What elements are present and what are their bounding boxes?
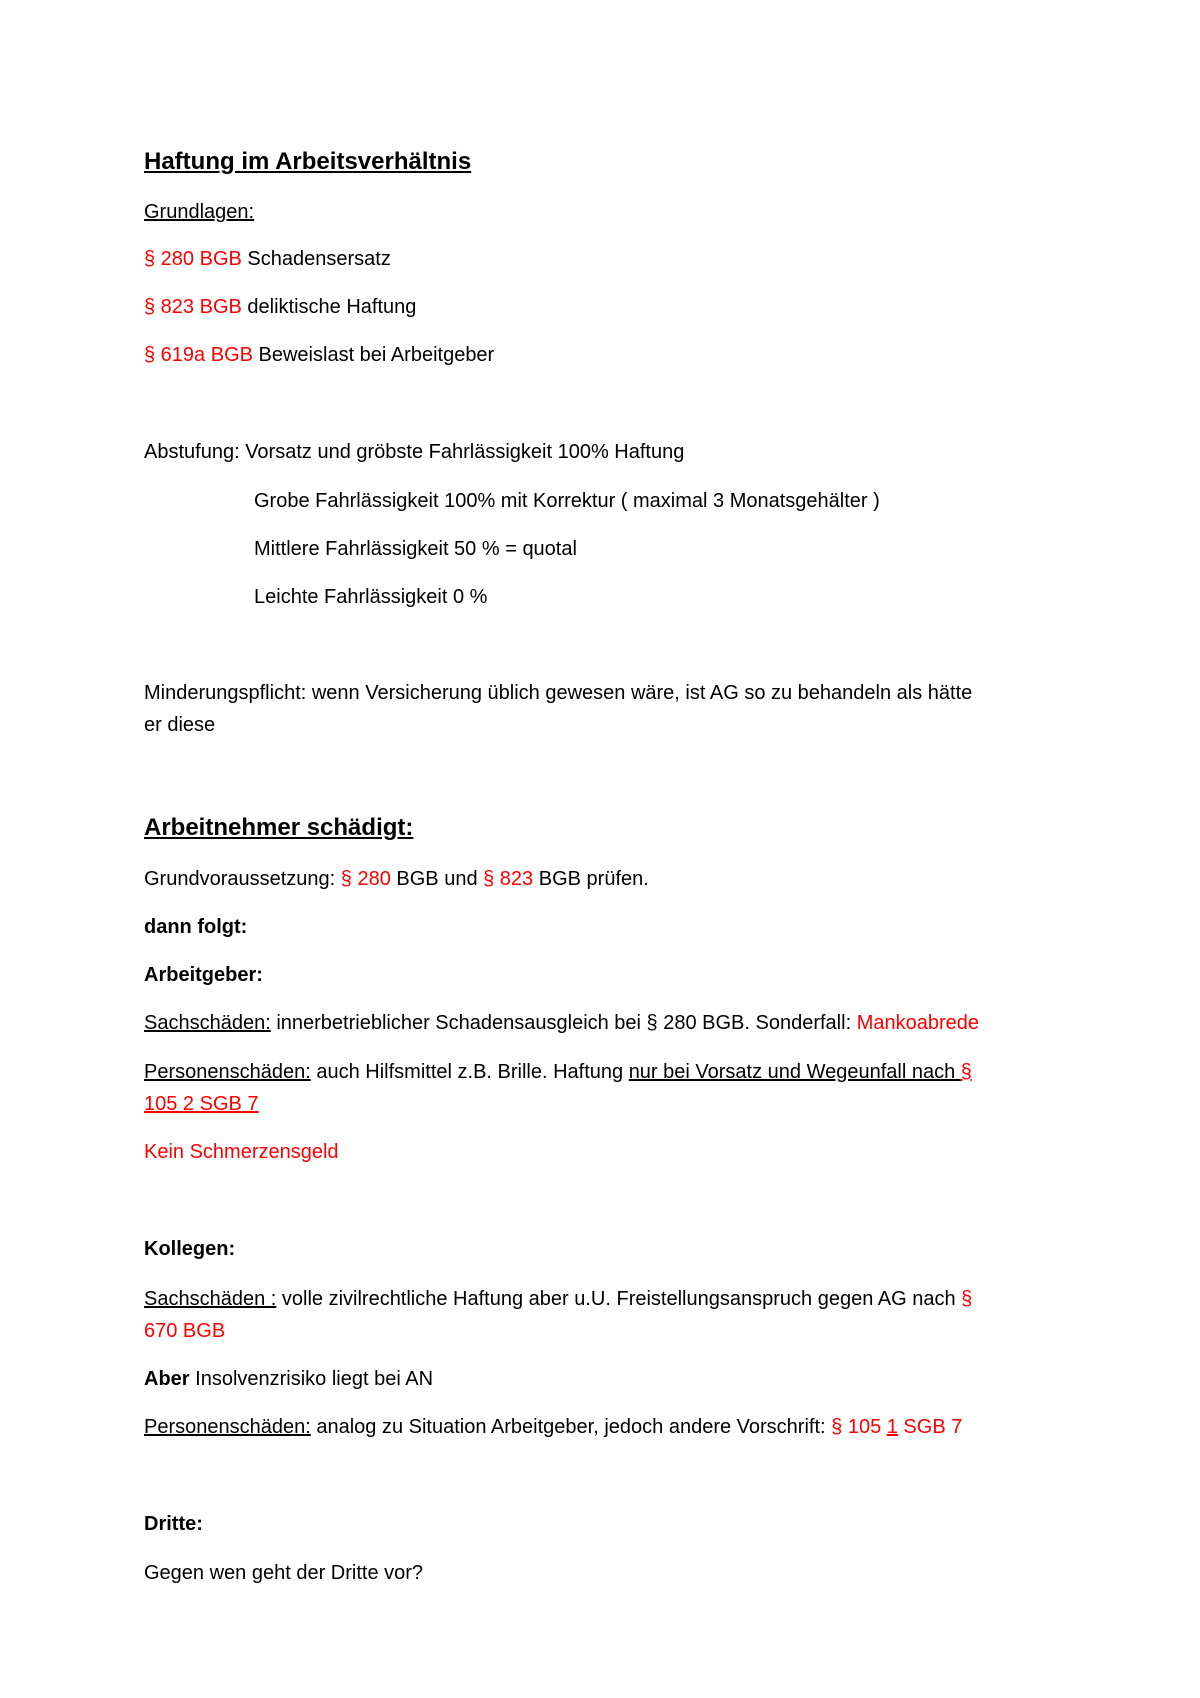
dritte-question: Gegen wen geht der Dritte vor? [144, 1562, 424, 1584]
text: BGB prüfen. [533, 868, 649, 890]
text: innerbetrieblicher Schadensausgleich bei § 280 BGB. Sonderfall: [270, 1012, 857, 1034]
insolvenzrisiko-line [144, 1363, 433, 1395]
grundlagen-item [144, 339, 494, 371]
text: auch Hilfsmittel z.B. Brille. Haftung [310, 1061, 629, 1083]
item-text: Beweislast bei Arbeitgeber [252, 344, 495, 366]
dann-folgt: dann folgt: [144, 916, 248, 938]
kollegen-heading: Kollegen: [144, 1238, 236, 1260]
legal-reference-underlined: 1 [886, 1416, 898, 1438]
grundlagen-item [144, 291, 416, 323]
minderung-line-1: Minderungspflicht: wenn Versicherung üblich gewesen wäre, ist AG so zu behandeln als hätte [144, 682, 973, 704]
text: Insolvenzrisiko liegt bei AN [189, 1368, 434, 1390]
legal-reference: § 280 [340, 868, 391, 890]
abstufung-level: Leichte Fahrlässigkeit 0 % [254, 586, 488, 608]
document-title: Haftung im Arbeitsverhältnis [144, 148, 472, 175]
label: Sachschäden: [144, 1012, 271, 1034]
minderung-line-2: er diese [144, 714, 216, 736]
abstufung-level: Mittlere Fahrlässigkeit 50 % = quotal [254, 538, 577, 560]
legal-reference: § 823 [483, 868, 534, 890]
abstufung-text: Vorsatz und gröbste Fahrlässigkeit 100% Haftung [245, 441, 685, 463]
arbeitnehmer-heading: Arbeitnehmer schädigt: [144, 814, 414, 841]
abstufung-line [144, 436, 684, 468]
arbeitgeber-sachschaeden [144, 1007, 979, 1039]
legal-reference: 670 BGB [144, 1320, 226, 1342]
legal-reference: SGB 7 [897, 1416, 963, 1438]
legal-reference: § 619a BGB [144, 344, 253, 366]
item-text: Schadensersatz [241, 248, 391, 270]
label: Sachschäden : [144, 1288, 277, 1310]
grundlagen-heading: Grundlagen: [144, 201, 255, 223]
dritte-heading: Dritte: [144, 1513, 203, 1535]
text: volle zivilrechtliche Haftung aber u.U. Freistellungsanspruch gegen AG nach [276, 1288, 962, 1310]
kein-schmerzensgeld: Kein Schmerzensgeld [144, 1141, 339, 1163]
underlined-text: nur bei Vorsatz und Wegeunfall nach [628, 1061, 961, 1083]
legal-reference: § 105 [831, 1416, 887, 1438]
text: analog zu Situation Arbeitgeber, jedoch andere Vorschrift: [310, 1416, 832, 1438]
abstufung-level: Grobe Fahrlässigkeit 100% mit Korrektur ( maximal 3 Monatsgehälter ) [254, 490, 880, 512]
legal-reference: § [960, 1061, 972, 1083]
kollegen-personenschaeden [144, 1411, 962, 1443]
aber-bold: Aber [144, 1368, 190, 1390]
label: Personenschäden: [144, 1416, 311, 1438]
legal-reference: Mankoabrede [856, 1012, 979, 1034]
legal-reference: § 280 BGB [144, 248, 242, 270]
arbeitgeber-personenschaeden [144, 1056, 972, 1088]
grundlagen-item [144, 243, 391, 275]
abstufung-label: Abstufung: [144, 441, 246, 463]
text: BGB und [390, 868, 484, 890]
kollegen-sachschaeden [144, 1283, 972, 1315]
grundvoraussetzung-line [144, 863, 649, 895]
item-text: deliktische Haftung [241, 296, 417, 318]
legal-reference: § 823 BGB [144, 296, 242, 318]
label: Personenschäden: [144, 1061, 311, 1083]
legal-reference: § [961, 1288, 973, 1310]
legal-reference: 105 2 SGB 7 [144, 1093, 259, 1115]
label: Grundvoraussetzung: [144, 868, 341, 890]
arbeitgeber-heading: Arbeitgeber: [144, 964, 263, 986]
